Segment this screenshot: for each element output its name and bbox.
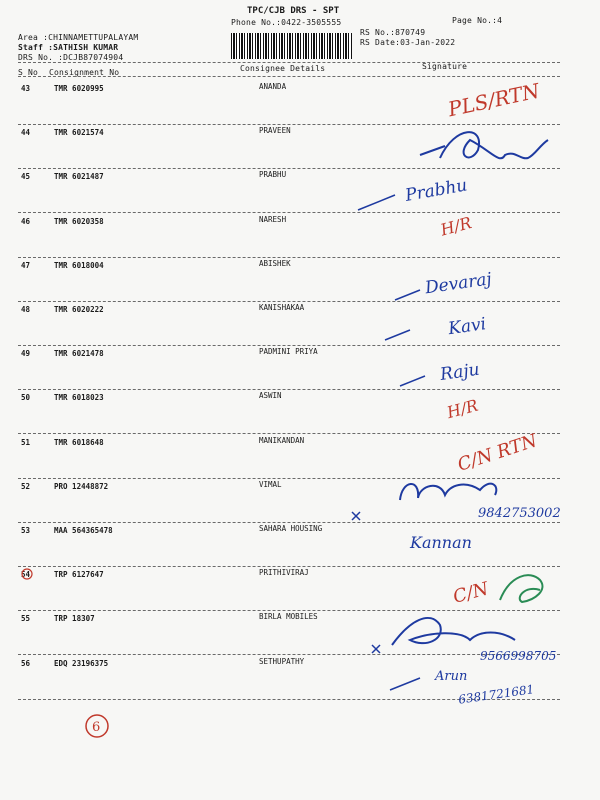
row-sno: 55: [21, 614, 31, 624]
row-consignee: NARESH: [259, 214, 287, 224]
row-consignee: MANIKANDAN: [259, 435, 305, 445]
sig-text-53: Kannan: [410, 533, 472, 552]
row-consignment-no: TRP 18307: [54, 614, 95, 624]
row-consignee: SETHUPATHY: [259, 656, 305, 666]
signature-56-tick: [390, 678, 420, 690]
row-consignment-no: TMR 6020222: [54, 305, 104, 314]
signature-47-tick: [395, 290, 420, 300]
row-consignment-no: PRO 12448872: [54, 481, 109, 491]
row-consignment-no: MAA 564365478: [54, 526, 113, 535]
row-sno: 43: [21, 84, 31, 93]
area-label: Area :CHINNAMETTUPALAYAM: [18, 33, 139, 42]
footer-circle-number: 6: [92, 720, 101, 735]
rs-number: RS No.:870749: [360, 28, 426, 37]
rs-date: RS Date:03-Jan-2022: [360, 38, 456, 47]
signature-45-tick: [358, 195, 395, 210]
row-sno: 51: [21, 437, 31, 447]
drs-number: DRS No. :DCJB87074904: [18, 53, 124, 62]
sig-text-48: Kavi: [447, 314, 488, 340]
sig-text-47: Devaraj: [423, 269, 493, 299]
row-consignment-no: TMR 6018023: [54, 393, 104, 403]
row-consignment-no: TMR 6020995: [54, 84, 104, 93]
col-consignment: Consignment No: [49, 68, 120, 77]
sig-text-46: H/R: [438, 213, 474, 240]
signature-44: [420, 132, 548, 158]
sig-text-45: Prabhu: [403, 175, 469, 206]
col-consignee: Consignee Details: [240, 64, 326, 73]
sig-text-49: Raju: [438, 359, 481, 385]
signature-55: [392, 618, 515, 645]
signature-54-green: [500, 575, 542, 602]
row-sno: 47: [21, 260, 31, 270]
sig-text-55-phone: 9566998705: [480, 649, 557, 663]
row-consignment-no: TMR 6021574: [54, 128, 104, 138]
row-consignment-no: TMR 6018004: [54, 260, 104, 270]
document-title: TPC/CJB DRS - SPT: [247, 6, 340, 16]
row-consignee: SAHARA HOUSING: [259, 524, 323, 533]
row-sno: 56: [21, 658, 31, 668]
row-consignee: PRITHIVIRAJ: [259, 568, 309, 578]
sig-text-50: H/R: [444, 395, 481, 423]
signature-55-cross: [372, 645, 380, 653]
signature-52: [400, 484, 496, 500]
sig-text-54: C/N: [450, 578, 491, 608]
phone-number: Phone No.:0422-3505555: [231, 18, 342, 27]
col-sno: S No: [18, 68, 39, 77]
row-consignee: BIRLA MOBILES: [259, 612, 318, 622]
row-54-mark: [22, 569, 32, 579]
row-sno: 50: [21, 393, 31, 403]
row-sno: 46: [21, 216, 31, 226]
signature-48-tick: [385, 330, 410, 340]
row-sno: 48: [21, 305, 31, 314]
row-sno: 54: [21, 570, 31, 580]
col-signature: Signature: [422, 62, 468, 71]
row-consignment-no: TMR 6018648: [54, 437, 104, 447]
row-consignment-no: EDQ 23196375: [54, 658, 109, 668]
staff-label: Staff :SATHISH KUMAR: [18, 43, 119, 52]
sig-text-56-phone: 6381721681: [457, 682, 535, 707]
page-number: Page No.:4: [452, 16, 503, 25]
row-consignee: VIMAL: [259, 479, 282, 489]
row-consignee: PADMINI PRIYA: [259, 347, 318, 357]
row-consignee: ASWIN: [259, 391, 282, 401]
signature-52-cross: [352, 512, 360, 520]
signature-49-tick: [400, 376, 425, 386]
row-consignment-no: TRP 6127647: [54, 570, 104, 580]
row-consignee: ABISHEK: [259, 258, 291, 268]
row-sno: 53: [21, 526, 31, 535]
row-consignee: ANANDA: [259, 82, 287, 91]
sig-text-43: PLS/RTN: [445, 78, 542, 122]
row-sno: 45: [21, 172, 31, 182]
sig-text-56-name: Arun: [435, 669, 468, 684]
row-sno: 49: [21, 349, 31, 359]
sig-text-51: C/N RTN: [455, 430, 540, 476]
row-consignment-no: TMR 6021487: [54, 172, 104, 182]
row-consignment-no: TMR 6020358: [54, 216, 104, 226]
row-consignee: PRAVEEN: [259, 126, 291, 136]
row-consignee: KANISHAKAA: [259, 303, 305, 312]
row-sno: 52: [21, 481, 31, 491]
row-consignee: PRABHU: [259, 170, 287, 180]
sig-text-52-phone: 9842753002: [478, 506, 561, 521]
row-consignment-no: TMR 6021478: [54, 349, 104, 359]
row-sno: 44: [21, 128, 31, 138]
